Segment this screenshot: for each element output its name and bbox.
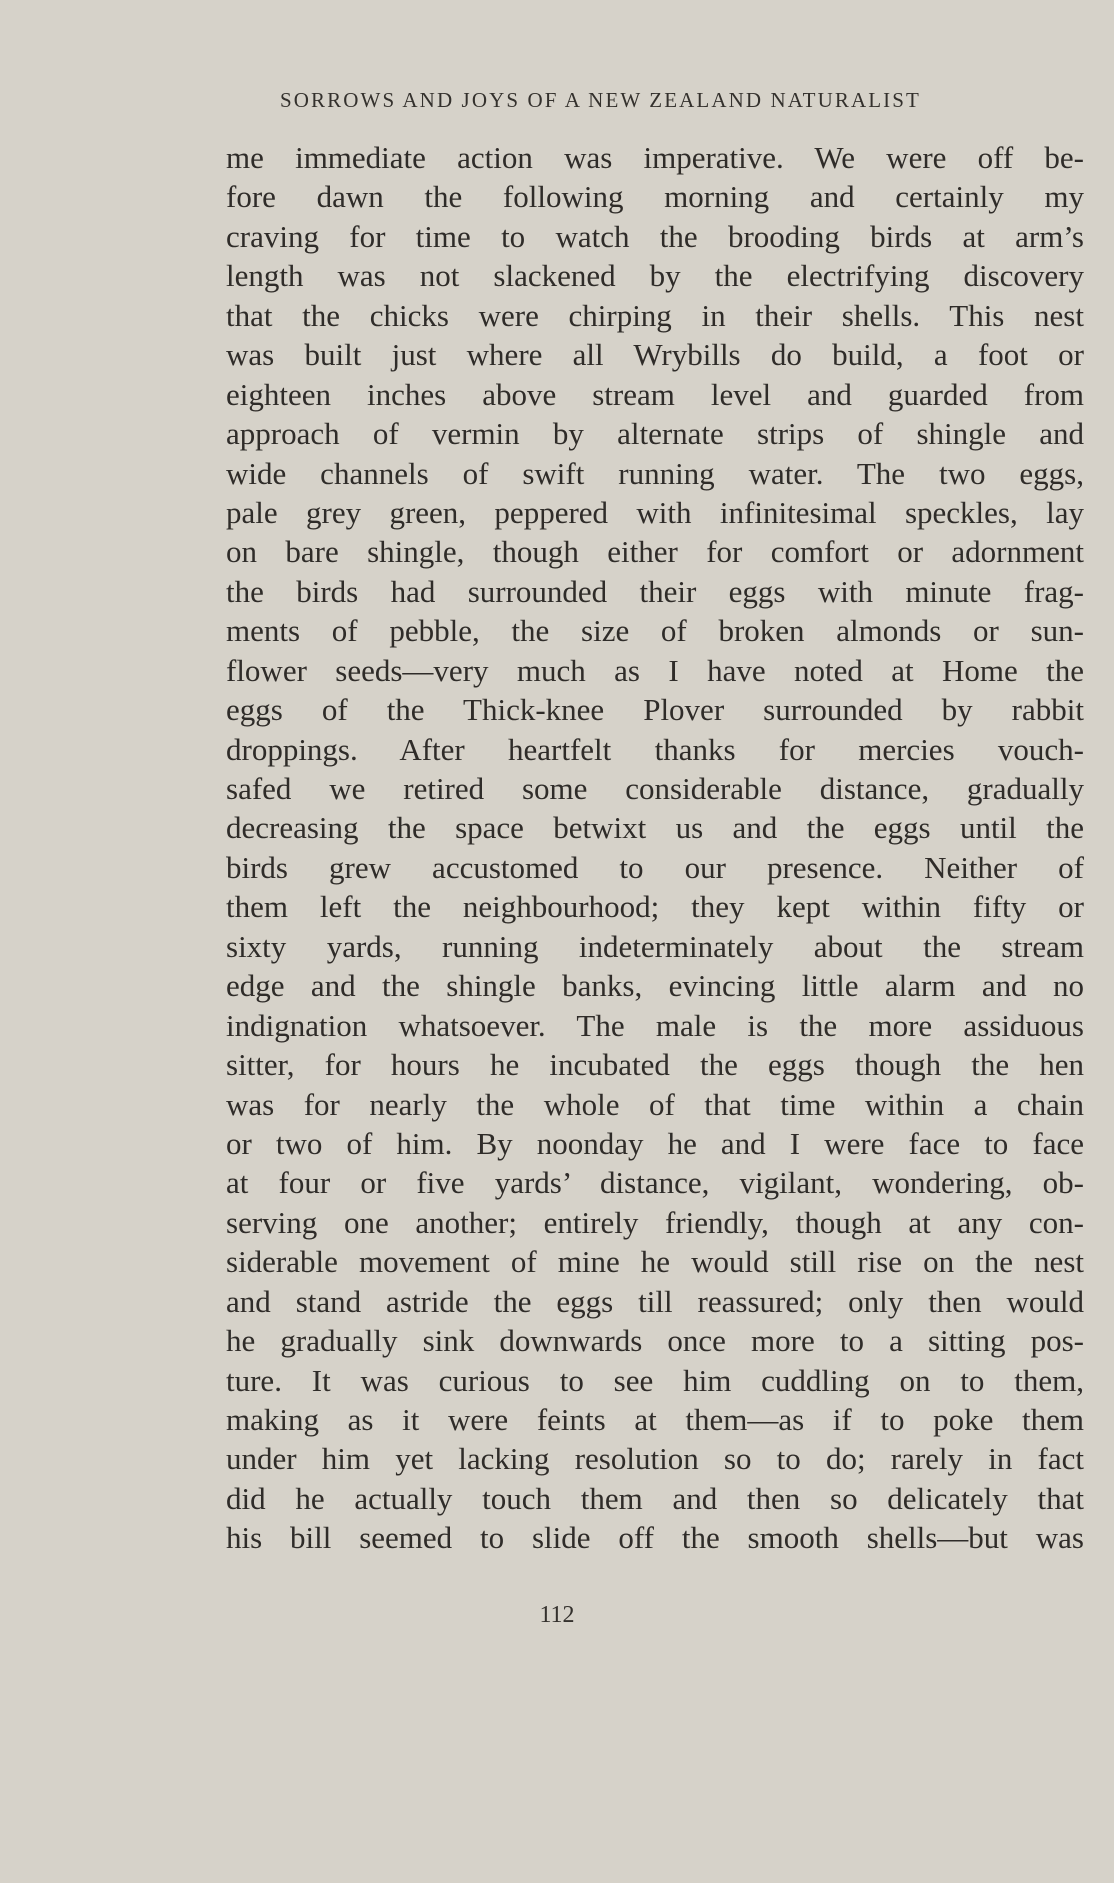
text-line: birds grew accustomed to our presence. Neither of [226,849,1084,885]
text-line: sitter, for hours he incubated the eggs though the hen [226,1047,1084,1083]
text-line: wide channels of swift running water. The two eggs, [226,455,1084,491]
text-line: pale grey green, peppered with infinitesimal speckles, lay [226,494,1084,530]
text-line: them left the neighbourhood; they kept within fifty or [226,889,1084,925]
text-line: decreasing the space betwixt us and the eggs until the [226,810,1084,846]
text-line: indignation whatsoever. The male is the more assiduous [226,1007,1084,1043]
text-line: the birds had surrounded their eggs with minute frag- [226,573,1084,609]
text-line: under him yet lacking resolution so to do; rarely in fact [226,1441,1084,1477]
text-line: that the chicks were chirping in their shells. This nest [226,297,1084,333]
text-line: ments of pebble, the size of broken almonds or sun- [226,613,1084,649]
text-line: he gradually sink downwards once more to a sitting pos- [226,1323,1084,1359]
text-line: length was not slackened by the electrifying discovery [226,258,1084,294]
text-line: me immediate action was imperative. We were off be- [226,140,1084,175]
text-line: craving for time to watch the brooding birds at arm’s [226,218,1084,254]
text-line: fore dawn the following morning and certainly my [226,179,1084,215]
text-line: sixty yards, running indeterminately about the stream [226,928,1084,964]
text-line: at four or five yards’ distance, vigilant, wondering, ob- [226,1165,1084,1201]
text-line: eighteen inches above stream level and guarded from [226,376,1084,412]
text-line: ture. It was curious to see him cuddling on to them, [226,1362,1084,1398]
text-line: droppings. After heartfelt thanks for mercies vouch- [226,731,1084,767]
text-line: approach of vermin by alternate strips of shingle and [226,416,1084,452]
text-line: on bare shingle, though either for comfort or adornment [226,534,1084,570]
text-line: edge and the shingle banks, evincing little alarm and no [226,968,1084,1004]
text-line: serving one another; entirely friendly, though at any con- [226,1204,1084,1240]
text-line: did he actually touch them and then so delicately that [226,1480,1084,1516]
body-text [226,138,1084,1558]
running-head: SORROWS AND JOYS OF A NEW ZEALAND NATURALIST [280,88,921,112]
text-line: making as it were feints at them—as if to poke them [226,1402,1084,1437]
page-number: 112 [539,1602,575,1628]
text-line: or two of him. By noonday he and I were face to face [226,1125,1084,1161]
text-line: flower seeds—very much as I have noted at Home the [226,652,1084,688]
text-line: siderable movement of mine he would still rise on the nest [226,1244,1084,1280]
text-line: and stand astride the eggs till reassured; only then would [226,1283,1084,1319]
text-line: was for nearly the whole of that time within a chain [226,1086,1084,1122]
text-line: was built just where all Wrybills do build, a foot or [226,337,1084,373]
text-line: safed we retired some considerable distance, gradually [226,771,1084,806]
text-line: his bill seemed to slide off the smooth shells—but was [226,1520,1084,1556]
text-line: eggs of the Thick-knee Plover surrounded by rabbit [226,692,1084,728]
